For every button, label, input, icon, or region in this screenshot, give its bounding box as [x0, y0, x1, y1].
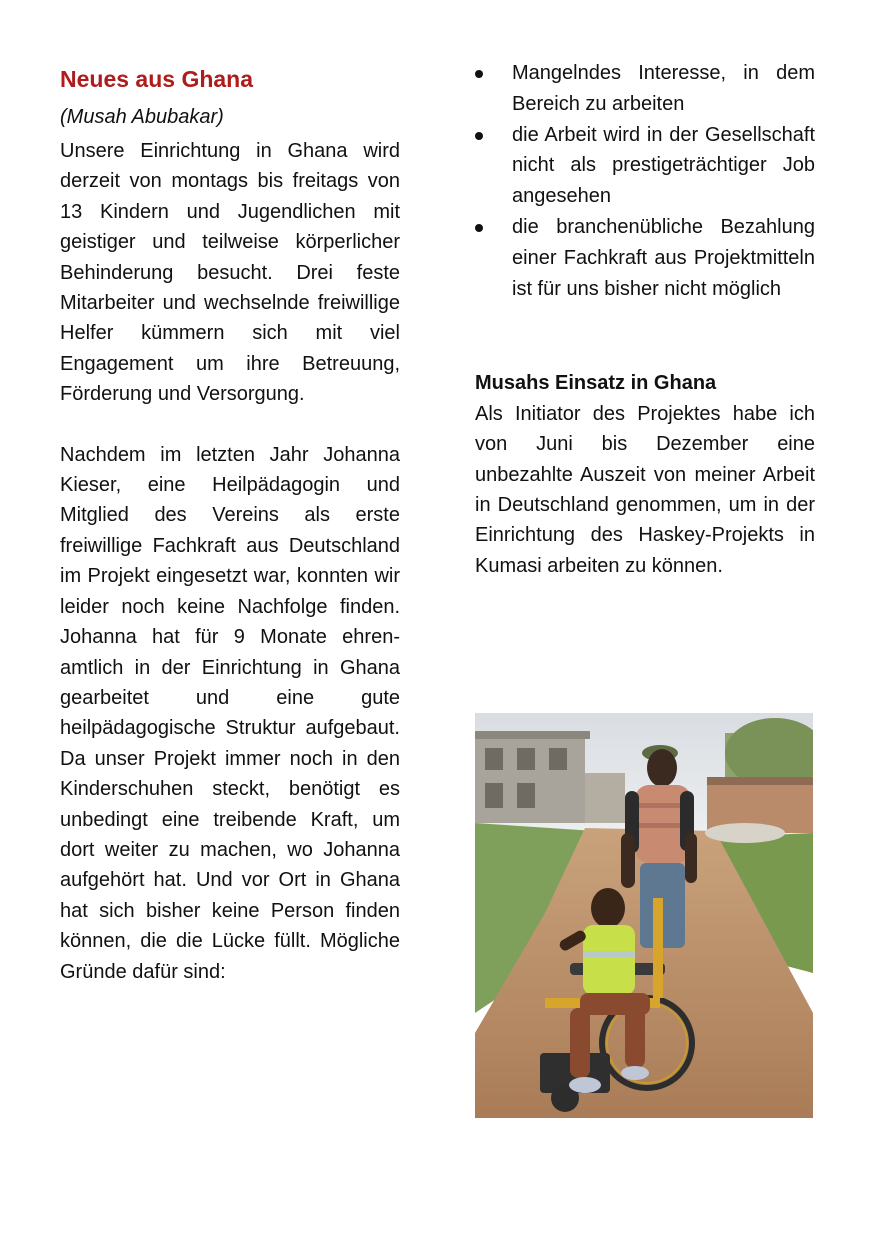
- section-gap: [475, 306, 815, 368]
- reason-text: die Arbeit wird in der Gesellschaft nicht als prestigeträchtiger Job angesehen: [512, 123, 815, 208]
- bullet-icon: [475, 132, 483, 140]
- article-title: Neues aus Ghana: [60, 66, 254, 92]
- article-author: (Musah Abubakar): [60, 106, 224, 128]
- right-column: [475, 60, 815, 581]
- paragraph-gap: [60, 410, 400, 440]
- paragraph-intro: Unsere Einrichtung in Ghana wird derzeit von montags bis freitags von 13 Kindern und Jugendlichen mit geistiger und teilweise körperlicher Behinderung besucht. Drei feste Mitarbeiter und wechselnde freiwillige Helfer kümmern sich mit viel Engagement um ihre Betreuung, Förderung und Versorgung.: [60, 140, 400, 406]
- photo-wheelchair: [475, 713, 813, 1118]
- bullet-icon: [475, 224, 483, 232]
- list-item: [475, 212, 815, 304]
- left-column: [60, 60, 400, 987]
- section-heading: Musahs Einsatz in Ghana: [475, 372, 717, 395]
- paragraph-musah: Als Initiator des Projektes habe ich von Juni bis Dezember eine unbezahlte Auszeit von meiner Arbeit in Deutschland genommen, um in der Einrichtung des Haskey-Projekts in Kumasi arbeiten zu können.: [475, 402, 815, 577]
- paragraph-successor: Nachdem im letzten Jahr Johanna Kieser, eine Heilpädagogin und Mitglied des Vereins als erste freiwillige Fachkraft aus Deutschland im Projekt eingesetzt war, konnten wir leider noch keine Nachfolge finden. Johanna hat für 9 Monate ehrenamtlich in der Einrichtung in Ghana gearbeitet und eine gute heilpädagogische Struktur aufgebaut. Da unser Projekt immer noch in den Kinderschuhen steckt, benötigt es unbedingt eine treibende Kraft, um dort weiter zu machen, wo Johanna aufgehört hat. Und vor Ort in Ghana hat sich bisher keine Person finden können, die die Lücke füllt. Mögliche Gründe dafür sind:: [60, 443, 400, 983]
- reason-text: Mangelndes Interesse, in dem Bereich zu arbeiten: [512, 62, 815, 115]
- photo-illustration: [475, 713, 813, 1118]
- bullet-icon: [475, 70, 483, 78]
- reasons-list: [475, 58, 815, 304]
- reason-text: die branchenübliche Bezahlung einer Fachkraft aus Projektmitteln ist für uns bisher nicht möglich: [512, 215, 815, 300]
- list-item: [475, 58, 815, 120]
- list-item: [475, 120, 815, 212]
